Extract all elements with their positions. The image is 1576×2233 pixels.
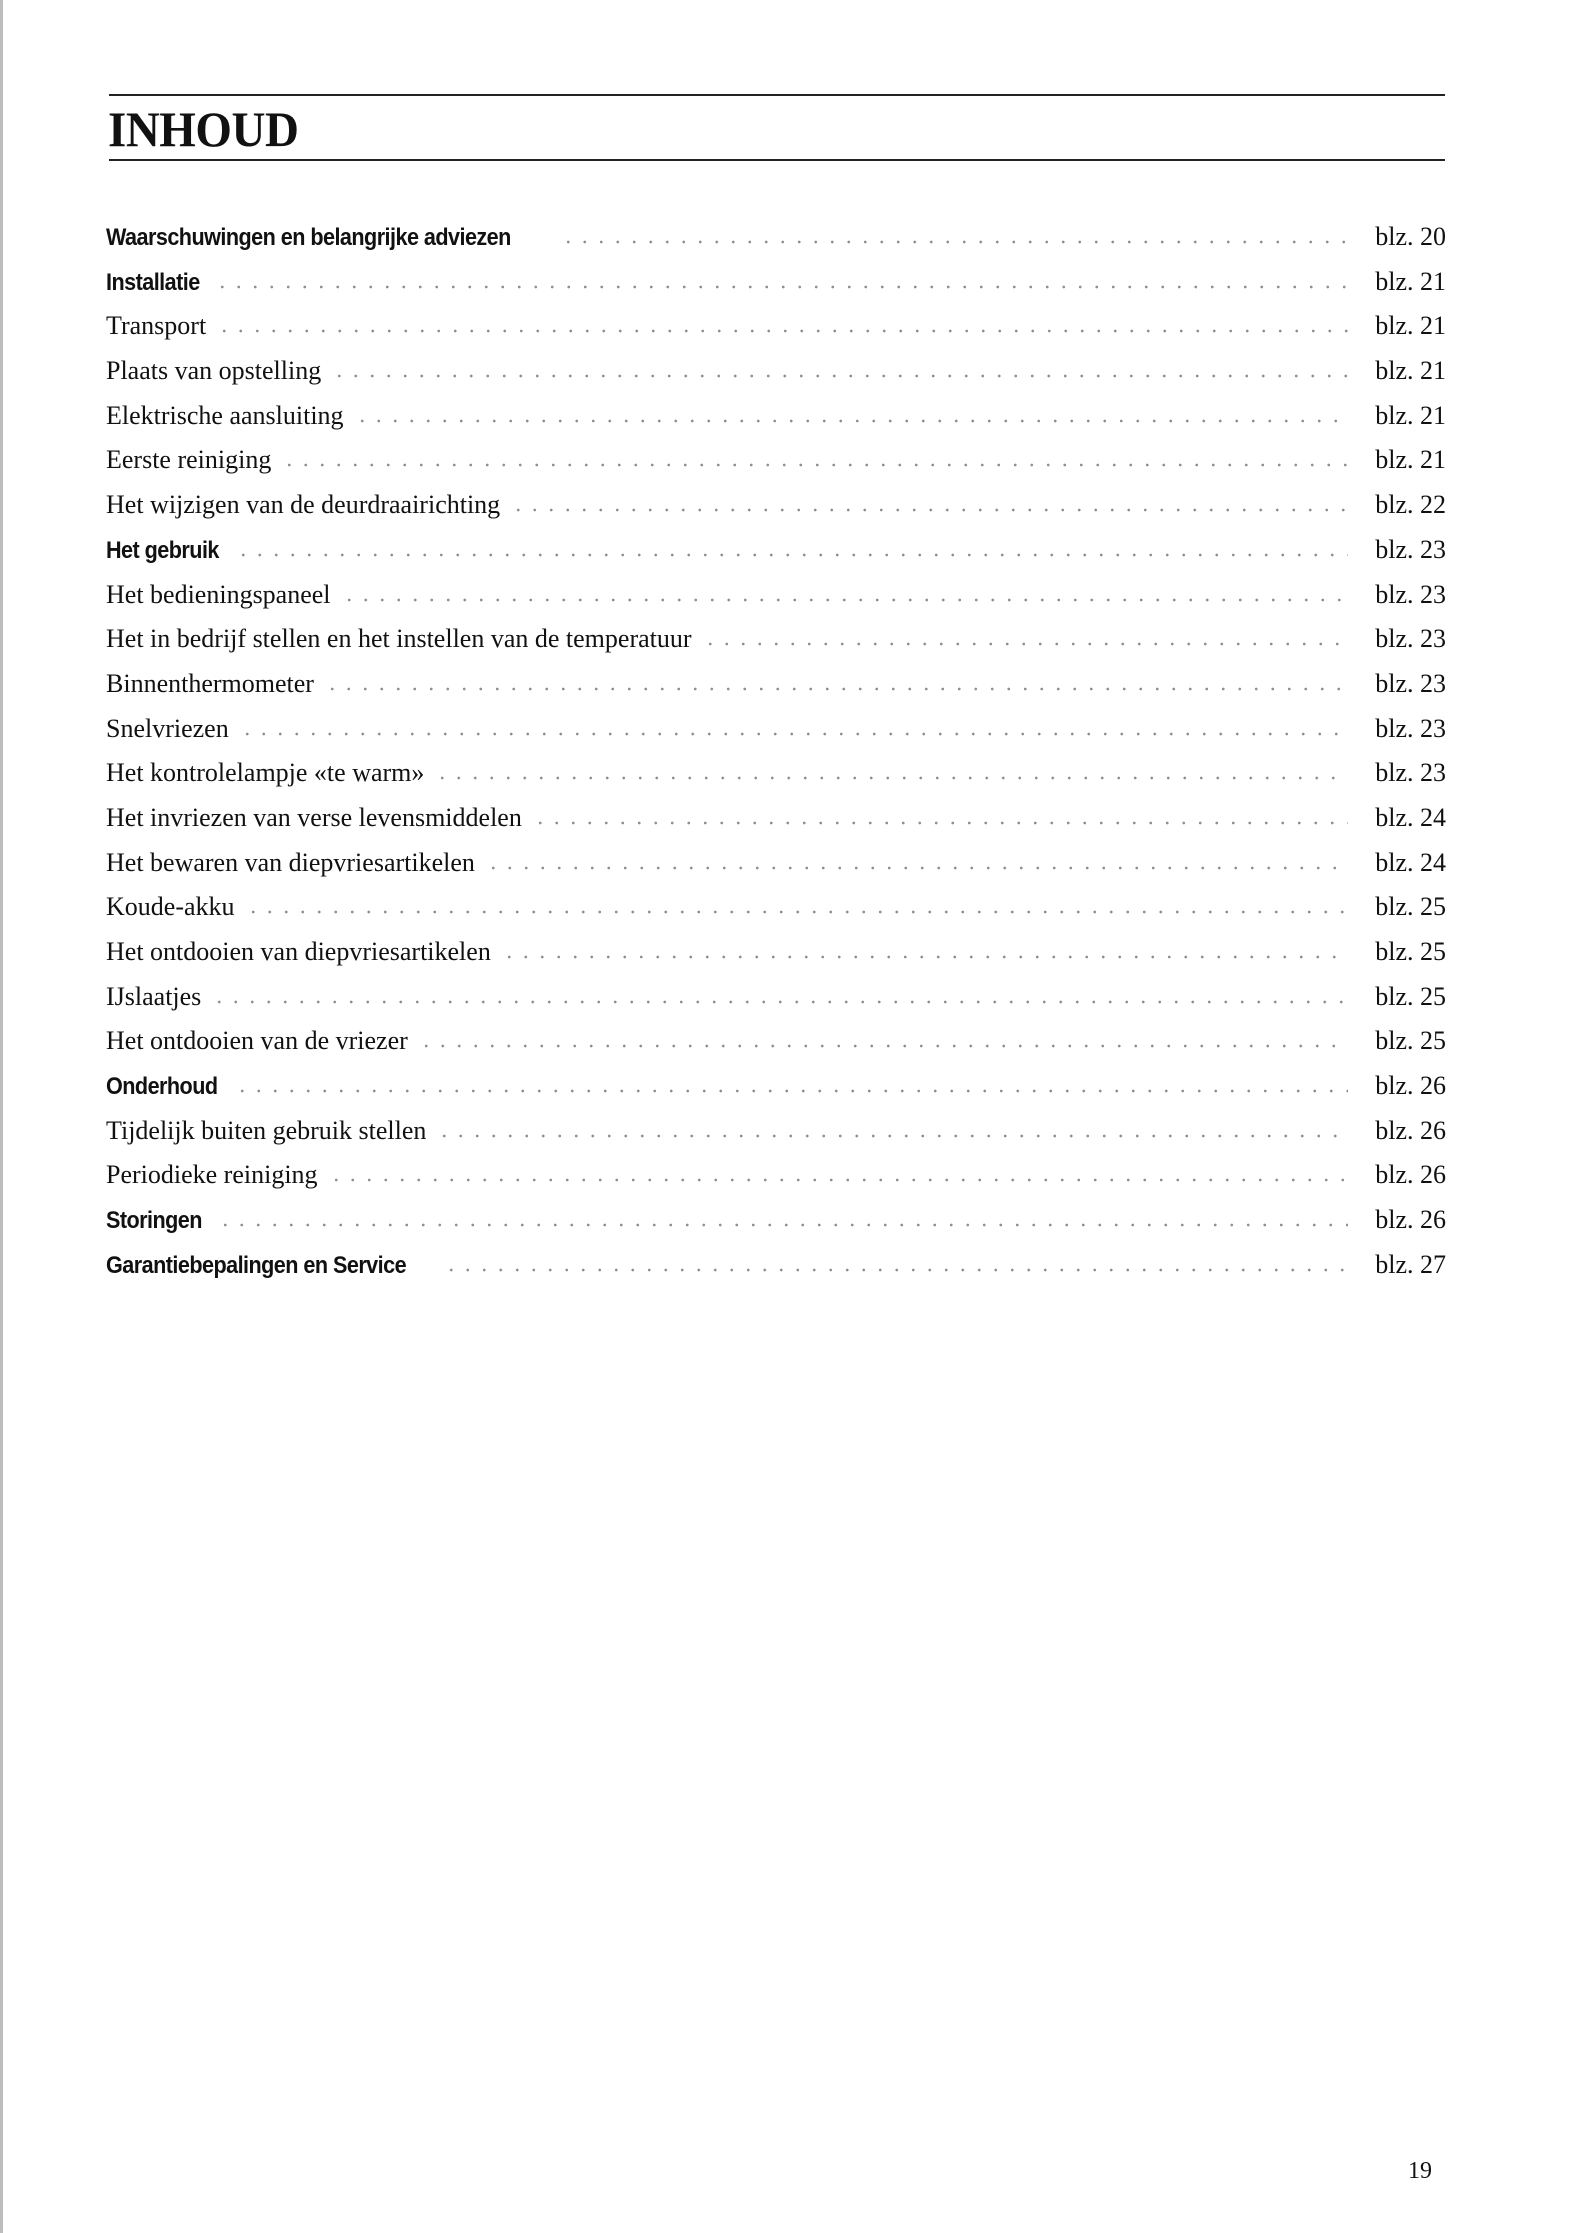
toc-entry-title: Het bewaren van diepvriesartikelen — [106, 847, 475, 877]
toc-dot-leader — [239, 725, 1348, 737]
toc-entry-page: blz. 25 — [1375, 892, 1446, 922]
toc-dot-leader — [560, 233, 1348, 245]
toc-entry-title: Eerste reiniging — [106, 445, 272, 475]
toc-entry-page: blz. 25 — [1375, 981, 1446, 1011]
toc-entry-page: blz. 23 — [1375, 713, 1446, 743]
toc-section-row — [106, 260, 1446, 305]
toc-dot-leader — [532, 814, 1348, 826]
toc-entry-page: blz. 21 — [1375, 356, 1446, 386]
toc-row — [106, 1109, 1446, 1154]
toc-entry-page: blz. 21 — [1375, 266, 1446, 296]
toc-entry-title: Elektrische aansluiting — [106, 400, 344, 430]
toc-dot-leader — [217, 1216, 1348, 1228]
toc-entry-page: blz. 26 — [1375, 1115, 1446, 1145]
toc-row — [106, 1019, 1446, 1064]
toc-row — [106, 975, 1446, 1020]
toc-entry-title: Het gebruik — [106, 536, 219, 564]
toc-dot-leader — [245, 903, 1348, 915]
toc-dot-leader — [341, 591, 1348, 603]
toc-row — [106, 662, 1446, 707]
toc-entry-title: Binnenthermometer — [106, 668, 314, 698]
toc-dot-leader — [510, 501, 1348, 513]
toc-row — [106, 707, 1446, 752]
toc-entry-page: blz. 20 — [1375, 222, 1446, 251]
toc-row — [106, 930, 1446, 975]
toc-entry-title: Plaats van opstelling — [106, 356, 322, 386]
page-title: INHOUD — [108, 101, 299, 157]
toc-entry-title: Het kontrolelampje «te warm» — [106, 758, 425, 788]
toc-entry-title: Het bedieningspaneel — [106, 579, 331, 609]
toc-entry-page: blz. 21 — [1375, 400, 1446, 430]
toc-entry-title: Storingen — [106, 1207, 202, 1235]
toc-dot-leader — [418, 1037, 1348, 1049]
toc-entry-page: blz. 23 — [1375, 534, 1446, 564]
toc-section-row — [106, 1243, 1446, 1288]
toc-dot-leader — [436, 1127, 1348, 1139]
toc-dot-leader — [501, 948, 1348, 960]
toc-entry-page: blz. 21 — [1375, 445, 1446, 475]
toc-dot-leader — [328, 1171, 1348, 1183]
toc-row — [106, 304, 1446, 349]
toc-section-row — [106, 528, 1446, 573]
toc-dot-leader — [434, 769, 1348, 781]
toc-entry-title: Onderhoud — [106, 1073, 218, 1101]
toc-entry-title: Het ontdooien van de vriezer — [106, 1026, 408, 1056]
toc-section-row — [106, 215, 1446, 260]
toc-entry-title: Het in bedrijf stellen en het instellen van de temperatuur — [106, 624, 692, 654]
toc-entry-title: Periodieke reiniging — [106, 1160, 318, 1190]
toc-entry-title: Het invriezen van verse levensmiddelen — [106, 802, 522, 832]
toc-entry-page: blz. 22 — [1375, 490, 1446, 520]
toc-entry-title: Waarschuwingen en belangrijke adviezen — [106, 224, 511, 251]
toc-row — [106, 1153, 1446, 1198]
toc-row — [106, 438, 1446, 483]
toc-row — [106, 841, 1446, 886]
toc-entry-page: blz. 23 — [1375, 668, 1446, 698]
toc-entry-page: blz. 26 — [1375, 1205, 1446, 1235]
page-edge-shadow — [0, 0, 3, 2233]
toc-row — [106, 885, 1446, 930]
toc-entry-page: blz. 26 — [1375, 1160, 1446, 1190]
toc-entry-page: blz. 23 — [1375, 624, 1446, 654]
toc-row — [106, 349, 1446, 394]
toc-entry-title: Snelvriezen — [106, 713, 229, 743]
toc-entry-page: blz. 24 — [1375, 847, 1446, 877]
toc-dot-leader — [485, 859, 1348, 871]
toc-section-row — [106, 1198, 1446, 1243]
toc-dot-leader — [354, 412, 1348, 424]
toc-entry-title: Installatie — [106, 268, 200, 296]
toc-entry-page: blz. 23 — [1375, 579, 1446, 609]
toc-row — [106, 751, 1446, 796]
page-number: 19 — [1408, 2158, 1432, 2184]
toc-entry-page: blz. 25 — [1375, 1026, 1446, 1056]
toc-entry-page: blz. 26 — [1375, 1071, 1446, 1101]
toc-entry-title: Het ontdooien van diepvriesartikelen — [106, 937, 491, 966]
toc-entry-title: Tijdelijk buiten gebruik stellen — [106, 1115, 427, 1145]
table-of-contents — [106, 215, 1446, 1288]
toc-entry-title: Garantiebepalingen en Service — [106, 1251, 407, 1279]
toc-section-row — [106, 1064, 1446, 1109]
toc-entry-page: blz. 23 — [1375, 758, 1446, 788]
toc-entry-page: blz. 27 — [1375, 1249, 1446, 1279]
toc-entry-title: Het wijzigen van de deurdraairichting — [106, 490, 501, 520]
toc-row — [106, 573, 1446, 618]
toc-dot-leader — [443, 1261, 1348, 1273]
toc-entry-title: Koude-akku — [106, 892, 235, 922]
title-rule-bottom — [109, 159, 1445, 161]
toc-entry-page: blz. 21 — [1375, 311, 1446, 341]
toc-entry-page: blz. 24 — [1375, 802, 1446, 832]
toc-row — [106, 617, 1446, 662]
toc-dot-leader — [211, 993, 1348, 1005]
title-rule-top — [109, 94, 1445, 96]
toc-row — [106, 796, 1446, 841]
toc-dot-leader — [324, 680, 1348, 692]
toc-entry-page: blz. 25 — [1375, 937, 1446, 966]
toc-dot-leader — [702, 635, 1348, 647]
toc-dot-leader — [235, 546, 1348, 558]
toc-row — [106, 483, 1446, 528]
toc-dot-leader — [216, 322, 1348, 334]
toc-dot-leader — [214, 278, 1348, 290]
toc-dot-leader — [234, 1082, 1348, 1094]
toc-entry-title: Transport — [106, 311, 207, 341]
toc-entry-title: IJslaatjes — [106, 981, 202, 1011]
toc-dot-leader — [331, 367, 1348, 379]
toc-dot-leader — [281, 456, 1348, 468]
toc-row — [106, 394, 1446, 439]
